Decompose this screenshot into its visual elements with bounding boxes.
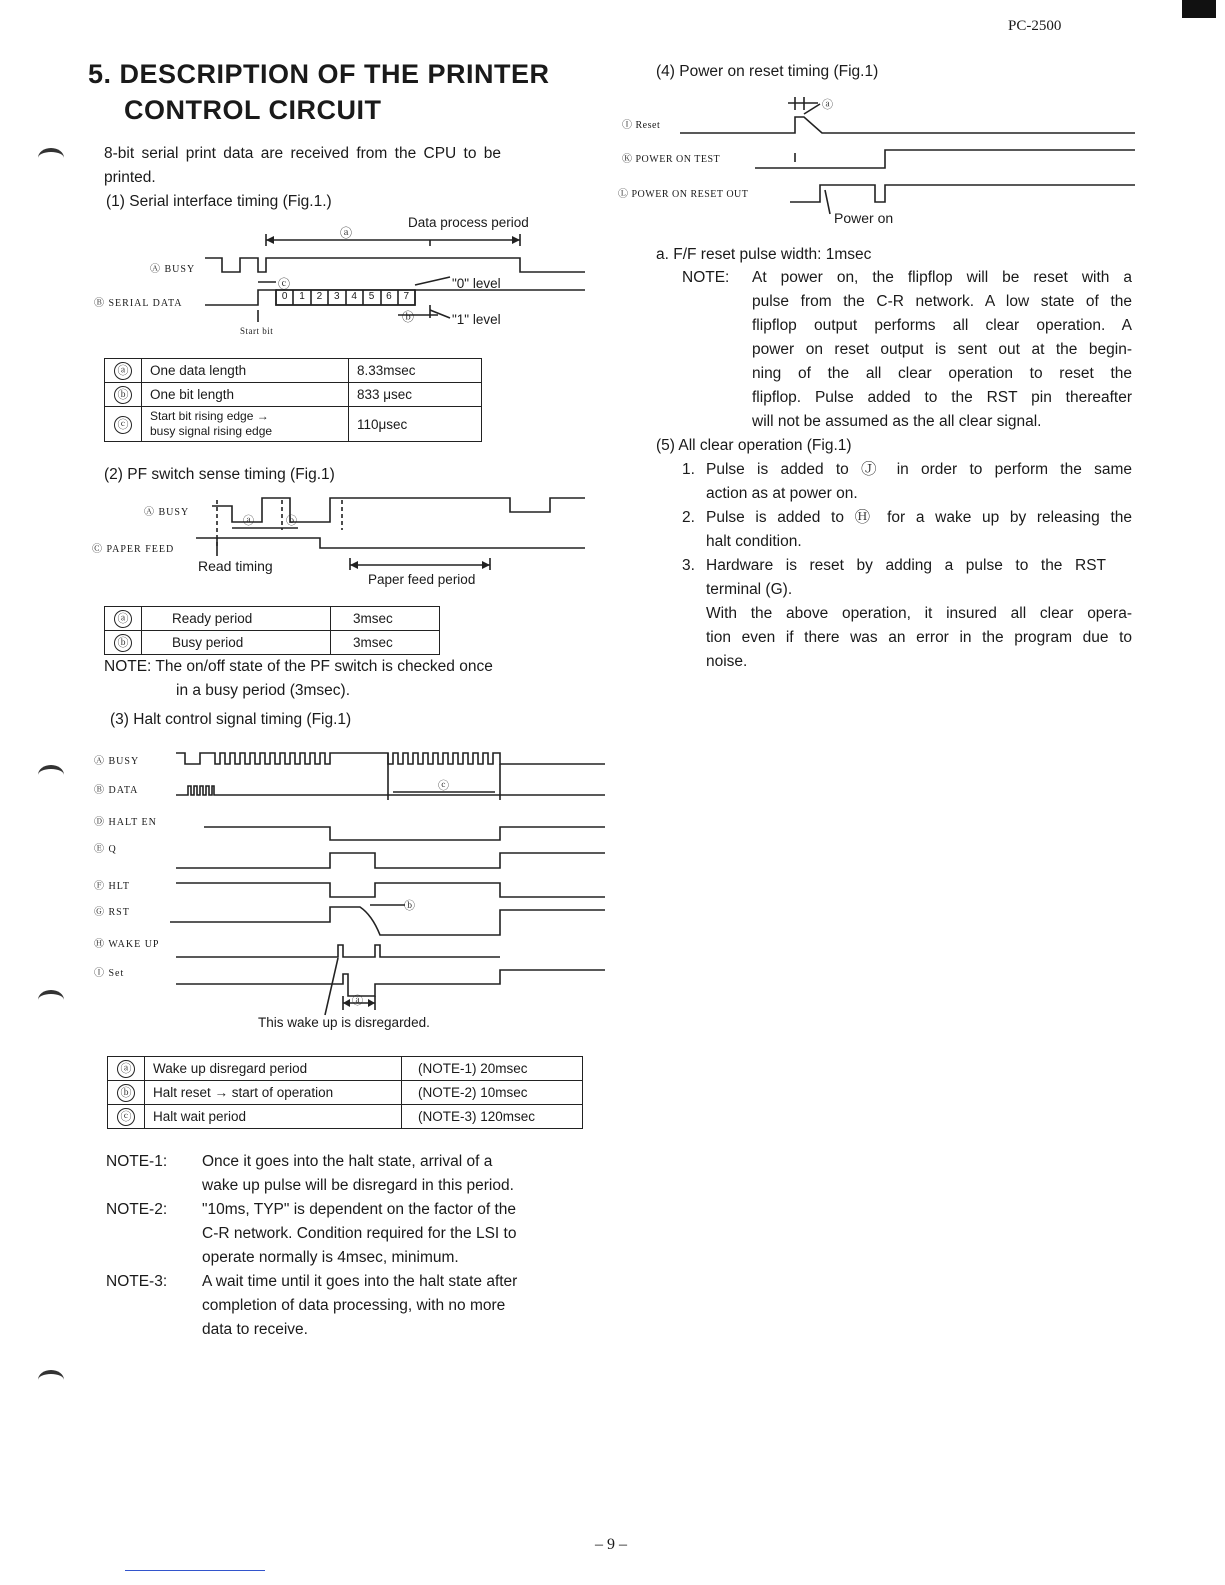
row-value: 3msec [331,631,440,655]
intro-line1: 8-bit serial print data are received from the CPU to be [104,145,502,162]
table-row [105,383,482,407]
s3-period-b: ⓑ [404,900,415,912]
row-value: 3msec [331,607,440,631]
row-desc-line2: busy signal rising edge [150,424,273,438]
s5-item-line: terminal (G). [706,581,793,598]
s4-note-label: NOTE: [682,269,730,286]
s3-heading: (3) Halt control signal timing (Fig.1) [110,711,352,728]
row-key: ⓑ [117,1084,135,1102]
s4-note-line: At power on, the flipflop will be reset with a [752,269,1132,286]
s5-item-line: Pulse is added to Ⓙ in order to perform the same [706,461,1132,478]
note3-line: data to receive. [202,1321,308,1338]
s3-signal-rst: Ⓖ RST [94,907,130,918]
s3-period-c: ⓒ [438,780,449,792]
table-row [108,1105,583,1129]
s5-item-num: 2. [682,509,695,526]
s1-data-process: Data process period [408,215,529,230]
s4-out-label: Ⓛ POWER ON RESET OUT [618,189,749,200]
s5-heading: (5) All clear operation (Fig.1) [656,437,852,454]
row-desc: Wake up disregard period [145,1057,402,1081]
s2-timing-table [104,606,440,655]
footer-rule [125,1570,265,1571]
s4-note-line: power on reset output is sent out at the begin- [752,341,1132,358]
note1-line: wake up pulse will be disregard in this period. [202,1177,514,1194]
row-key: ⓒ [114,416,132,434]
page-number: – 9 – [595,1536,627,1553]
bit-label: 0 [281,291,288,302]
row-key: ⓑ [114,386,132,404]
intro-line2: printed. [104,169,156,186]
s4-pulse-width: a. F/F reset pulse width: 1msec [656,246,872,263]
s1-period-b: ⓑ [402,310,415,324]
row-key: ⓐ [117,1060,135,1078]
row-desc: Ready period [142,607,331,631]
bit-label: 3 [334,291,340,302]
table-row [105,407,482,442]
s4-note-line: flipflop output performs all clear operation. A [752,317,1132,334]
row-desc: One bit length [142,383,349,407]
s4-note-line: pulse from the C-R network. A low state of the [752,293,1132,310]
s5-item-line: noise. [706,653,748,670]
note3-line: A wait time until it goes into the halt state after [202,1273,518,1290]
s5-item-num: 1. [682,461,695,478]
s4-note-line: flipflop. Pulse added to the RST pin thereafter [752,389,1132,406]
s4-reset-label: Ⓘ Reset [622,120,661,131]
s3-signal-set: Ⓘ Set [94,968,125,979]
s4-note-line: ning of the all clear operation to reset the [752,365,1132,382]
s1-one-level: "1" level [452,312,501,327]
s5-item-line: Pulse is added to Ⓗ for a wake up by releasing the [706,509,1132,526]
row-desc: Busy period [142,631,331,655]
bit-label: 6 [386,291,392,302]
s5-item-line: With the above operation, it insured all clear opera- [706,605,1132,622]
s2-period-a: ⓐ [243,515,254,527]
s1-zero-level: "0" level [452,276,501,291]
row-value: (NOTE-2) 10msec [402,1081,583,1105]
s4-test-label: Ⓚ POWER ON TEST [622,154,721,165]
table-row [105,631,440,655]
s5-item-line: halt condition. [706,533,802,550]
s2-note-line2: in a busy period (3msec). [176,682,351,699]
table-row [105,607,440,631]
page-title: 5. DESCRIPTION OF THE PRINTER [88,59,550,89]
s5-item-line: Hardware is reset by adding a pulse to the RST [706,557,1106,574]
row-value: 8.33msec [349,359,482,383]
s1-serial-label: Ⓑ SERIAL DATA [94,298,183,309]
bit-label: 1 [299,291,305,302]
s4-heading: (4) Power on reset timing (Fig.1) [656,63,879,80]
s1-busy-label: Ⓐ BUSY [150,264,196,275]
note2-label: NOTE-2: [106,1201,168,1218]
row-key: ⓐ [114,362,132,380]
s2-read-timing: Read timing [198,558,273,574]
s5-item-num: 3. [682,557,695,574]
model-number: PC-2500 [1008,18,1062,34]
s5-item-line: tion even if there was an error in the program due to [706,629,1132,646]
s3-timing-table [107,1056,583,1129]
row-desc: One data length [142,359,349,383]
s2-paper-feed-label: Ⓒ PAPER FEED [92,544,175,555]
s4-power-on: Power on [834,210,894,226]
s1-period-c: ⓒ [278,277,291,291]
row-value: (NOTE-3) 120msec [402,1105,583,1129]
s4-period-a: ⓐ [822,99,833,111]
table-row [105,359,482,383]
row-value: (NOTE-1) 20msec [402,1057,583,1081]
bit-label: 4 [351,291,357,302]
note3-line: completion of data processing, with no more [202,1297,506,1314]
row-key: ⓑ [114,634,132,652]
s1-timing-table [104,358,482,442]
table-row [108,1081,583,1105]
bit-label: 7 [403,291,410,302]
row-desc: Halt reset → start of operation [145,1081,402,1105]
bit-label: 2 [316,291,323,302]
s4-note-line: will not be assumed as the all clear signal. [752,413,1042,430]
s3-signal-wake-up: Ⓗ WAKE UP [94,939,160,950]
s3-signal-hlt: Ⓕ HLT [94,881,131,892]
s1-period-a: ⓐ [340,226,353,240]
table-row [108,1057,583,1081]
s3-caption: This wake up is disregarded. [258,1015,430,1030]
note2-line: "10ms, TYP" is dependent on the factor of the [202,1201,517,1218]
s3-signal-busy: Ⓐ BUSY [94,756,140,767]
note3-label: NOTE-3: [106,1273,168,1290]
s1-heading: (1) Serial interface timing (Fig.1.) [106,193,332,210]
row-desc: Halt wait period [145,1105,402,1129]
note1-label: NOTE-1: [106,1153,168,1170]
note2-line: operate normally is 4msec, minimum. [202,1249,459,1266]
row-key: ⓐ [114,610,132,628]
s3-signal-q: Ⓔ Q [94,844,117,855]
note1-line: Once it goes into the halt state, arrival of a [202,1153,493,1170]
s2-heading: (2) PF switch sense timing (Fig.1) [104,466,335,483]
s5-item-line: action as at power on. [706,485,858,502]
s2-note-line1: NOTE: The on/off state of the PF switch is checked once [104,658,493,675]
bit-label: 5 [368,291,375,302]
row-value: 110μsec [349,407,482,442]
s3-signal-data: Ⓑ DATA [94,785,139,796]
s3-period-a: ⓐ [352,995,363,1007]
row-key: ⓒ [117,1108,135,1126]
row-desc-line1: Start bit rising edge → [150,409,269,423]
s3-signal-halt-en: Ⓓ HALT EN [94,817,157,828]
s2-period-b: ⓑ [286,515,297,527]
s1-start-bit: Start bit [240,326,274,336]
s1-bit-cells [276,291,415,302]
s2-busy-label: Ⓐ BUSY [144,507,190,518]
s2-paper-feed-period: Paper feed period [368,572,476,587]
row-value: 833 μsec [349,383,482,407]
page-title-line2: CONTROL CIRCUIT [124,95,382,125]
note2-line: C-R network. Condition required for the LSI to [202,1225,517,1242]
